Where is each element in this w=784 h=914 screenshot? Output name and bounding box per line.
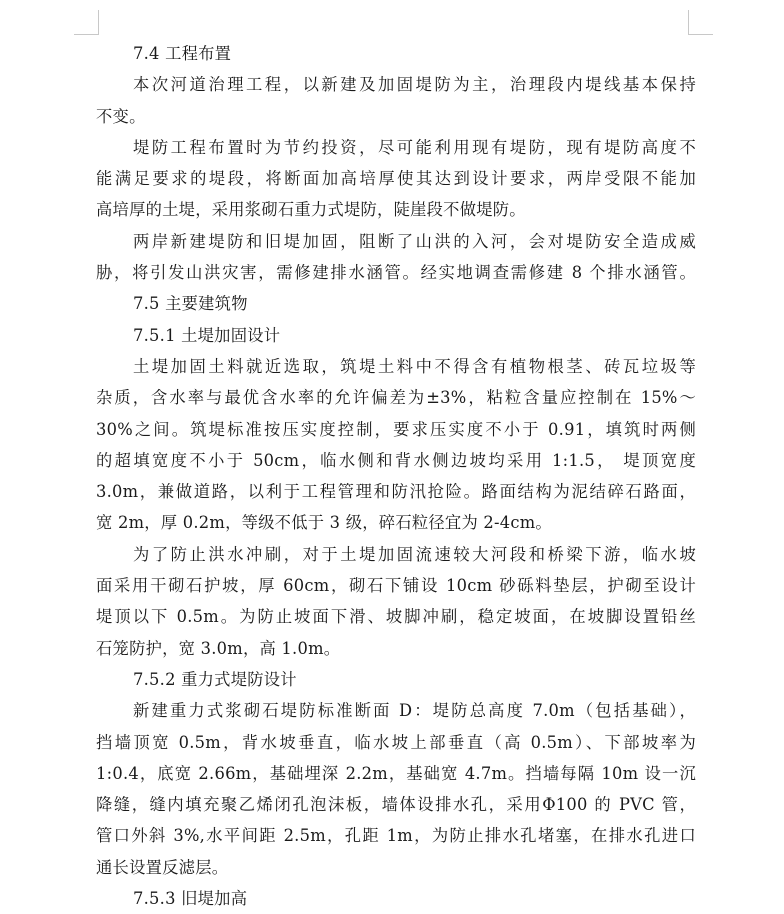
text-line: 堤顶以下 0.5m。为防止坡面下滑、坡脚冲刷，稳定坡面，在坡脚设置铅丝 [96, 607, 696, 627]
text-line: 新建重力式浆砌石堤防标准断面 D：堤防总高度 7.0m（包括基础）， [133, 701, 696, 721]
text-line: 7.4 工程布置 [133, 44, 232, 63]
text-line: 1:0.4，底宽 2.66m，基础埋深 2.2m，基础宽 4.7m。挡墙每隔 10m 设一沉 [96, 763, 696, 783]
text-line: 胁，将引发山洪灾害，需修建排水涵管。经实地调查需修建 8 个排水涵管。 [96, 263, 696, 283]
text-line: 为了防止洪水冲刷，对于土堤加固流速较大河段和桥梁下游，临水坡 [133, 544, 696, 564]
text-line: 石笼防护，宽 3.0m，高 1.0m。 [96, 638, 341, 658]
text-line: 7.5 主要建筑物 [133, 294, 248, 314]
crop-mark-top-right [688, 10, 713, 35]
text-line: 面采用干砌石护坡，厚 60cm，砌石下铺设 10cm 砂砾料垫层，护砌至设计 [96, 576, 696, 596]
text-line: 通长设置反滤层。 [96, 857, 229, 877]
text-line: 能满足要求的堤段，将断面加高培厚使其达到设计要求，两岸受限不能加 [96, 169, 696, 189]
text-line: 两岸新建堤防和旧堤加固，阻断了山洪的入河，会对堤防安全造成威 [133, 231, 696, 251]
document-body [96, 38, 696, 909]
text-line: 不变。 [96, 106, 146, 126]
text-line: 7.5.1 土堤加固设计 [133, 325, 281, 345]
text-line: 挡墙顶宽 0.5m，背水坡垂直，临水坡上部垂直（高 0.5m）、下部坡率为 [96, 732, 696, 752]
text-line: 本次河道治理工程，以新建及加固堤防为主，治理段内堤线基本保持 [133, 75, 696, 95]
text-line: 堤防工程布置时为节约投资，尽可能利用现有堤防，现有堤防高度不 [133, 137, 696, 157]
text-line: 3.0m，兼做道路，以利于工程管理和防汛抢险。路面结构为泥结碎石路面， [96, 482, 696, 502]
text-line: 7.5.3 旧堤加高 [133, 889, 248, 909]
text-line: 土堤加固土料就近选取，筑堤土料中不得含有植物根茎、砖瓦垃圾等 [133, 356, 696, 376]
text-line: 的超填宽度不小于 50cm，临水侧和背水侧边坡均采用 1:1.5， 堤顶宽度 [96, 450, 696, 470]
text-line: 降缝，缝内填充聚乙烯闭孔泡沫板，墙体设排水孔，采用Φ100 的 PVC 管， [96, 795, 696, 815]
text-line: 管口外斜 3%,水平间距 2.5m，孔距 1m，为防止排水孔堵塞，在排水孔进口 [96, 826, 696, 846]
crop-mark-top-left [74, 10, 99, 35]
text-line: 高培厚的土堤，采用浆砌石重力式堤防，陡崖段不做堤防。 [96, 200, 526, 220]
text-line: 30%之间。筑堤标准按压实度控制，要求压实度不小于 0.91，填筑时两侧 [96, 419, 696, 439]
text-line: 杂质，含水率与最优含水率的允许偏差为±3%，粘粒含量应控制在 15%～ [96, 388, 696, 408]
text-line: 7.5.2 重力式堤防设计 [133, 669, 297, 689]
text-line: 宽 2m，厚 0.2m，等级不低于 3 级，碎石粒径宜为 2-4cm。 [96, 513, 552, 533]
